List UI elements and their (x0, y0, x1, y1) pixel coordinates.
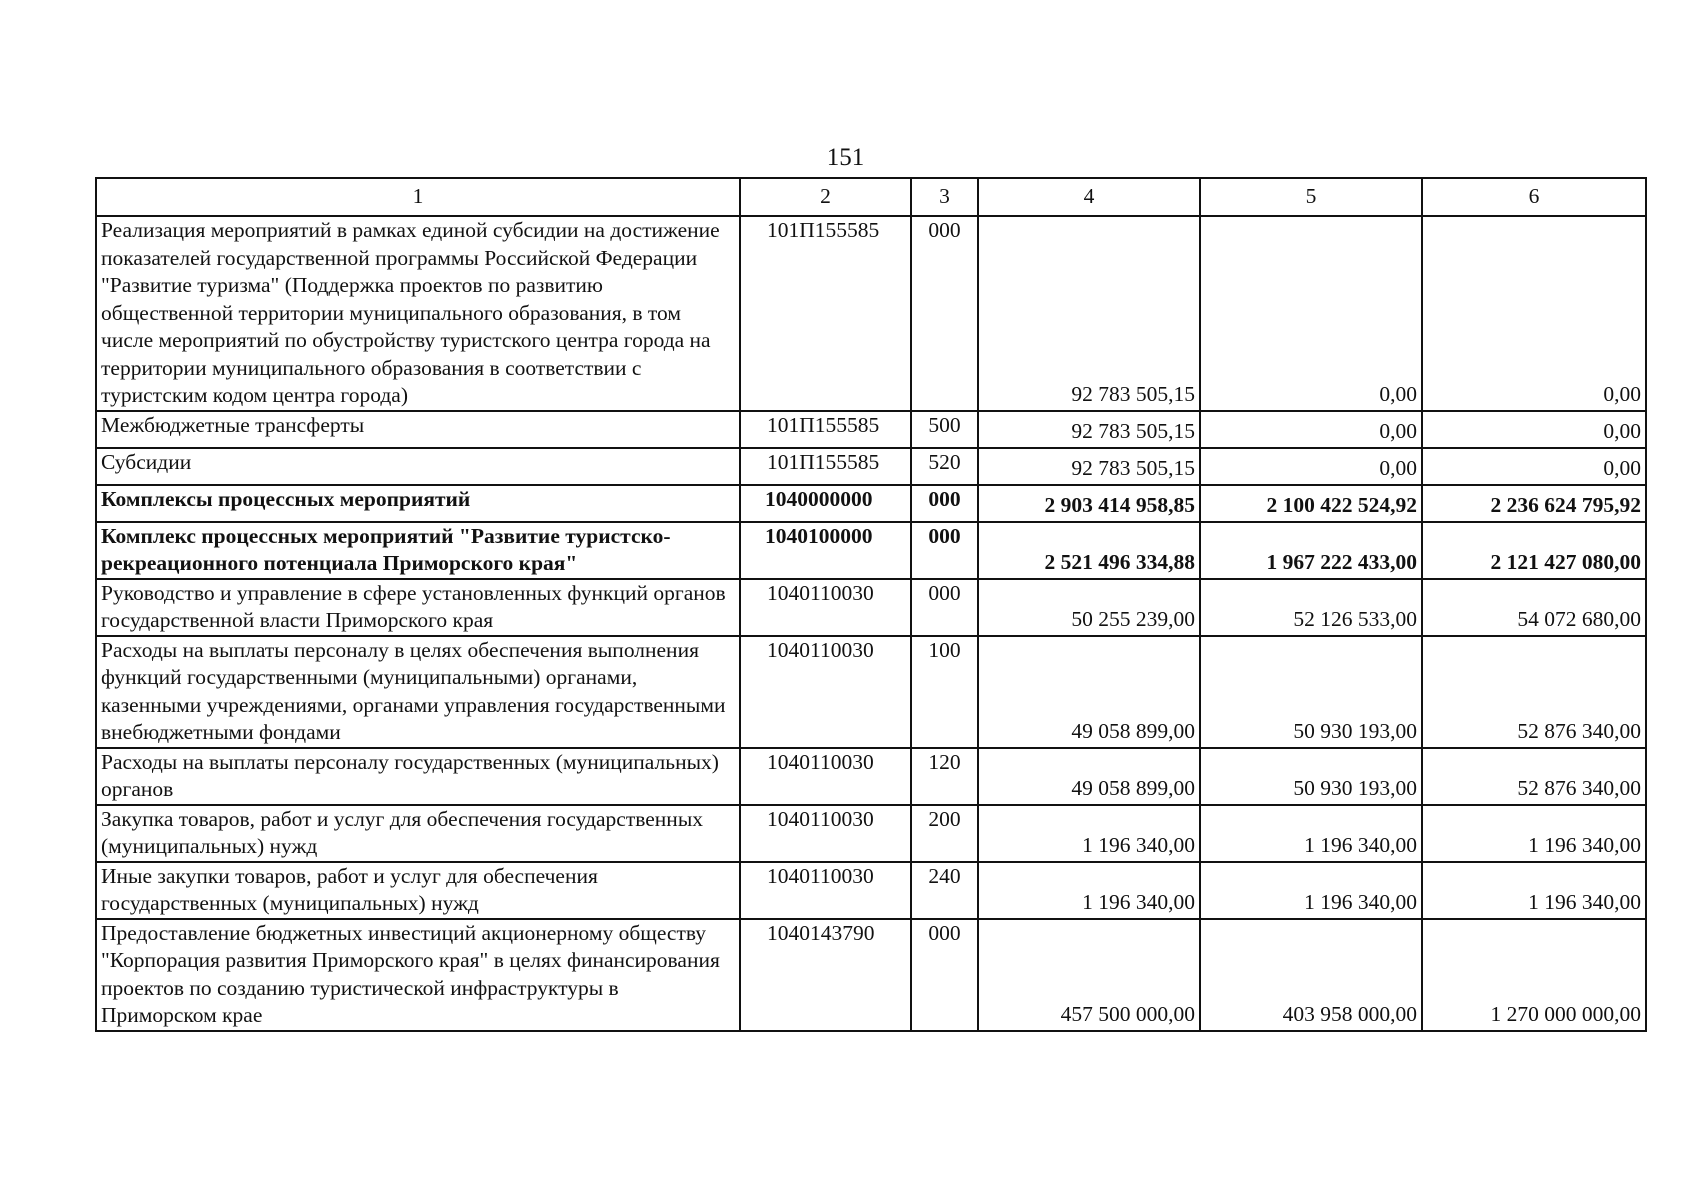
row-expense-type: 240 (911, 862, 978, 919)
row-value-3: 0,00 (1422, 216, 1646, 411)
column-header: 5 (1200, 178, 1422, 216)
row-value-3: 1 270 000 000,00 (1422, 919, 1646, 1031)
page-number: 151 (826, 144, 865, 171)
table-row (96, 216, 1646, 411)
table-row (96, 748, 1646, 805)
row-value-3: 2 236 624 795,92 (1422, 485, 1646, 522)
column-header: 6 (1422, 178, 1646, 216)
row-value-3: 1 196 340,00 (1422, 805, 1646, 862)
row-expense-type: 200 (911, 805, 978, 862)
row-value-1: 1 196 340,00 (978, 805, 1200, 862)
row-code: 1040143790 (740, 919, 911, 1031)
row-value-1: 50 255 239,00 (978, 579, 1200, 636)
row-value-3: 1 196 340,00 (1422, 862, 1646, 919)
row-value-2: 0,00 (1200, 448, 1422, 485)
row-value-3: 52 876 340,00 (1422, 636, 1646, 748)
row-expense-type: 100 (911, 636, 978, 748)
row-value-1: 1 196 340,00 (978, 862, 1200, 919)
row-code: 1040110030 (740, 862, 911, 919)
row-value-2: 1 196 340,00 (1200, 805, 1422, 862)
row-expense-type: 000 (911, 485, 978, 522)
row-name: Предоставление бюджетных инвестиций акционерному обществу "Корпорация развития Приморского края" в целях финансирования проектов по созданию туристической инфраструктуры в Приморском крае (96, 919, 740, 1031)
table-row (96, 411, 1646, 448)
row-code: 1040110030 (740, 636, 911, 748)
row-code: 101П155585 (740, 411, 911, 448)
row-value-1: 49 058 899,00 (978, 748, 1200, 805)
row-code: 101П155585 (740, 448, 911, 485)
row-expense-type: 000 (911, 522, 978, 579)
row-code: 1040100000 (740, 522, 911, 579)
row-value-2: 2 100 422 524,92 (1200, 485, 1422, 522)
row-expense-type: 500 (911, 411, 978, 448)
column-header: 1 (96, 178, 740, 216)
row-value-2: 50 930 193,00 (1200, 636, 1422, 748)
row-name: Комплексы процессных мероприятий (96, 485, 740, 522)
column-header: 3 (911, 178, 978, 216)
row-name: Расходы на выплаты персоналу государственных (муниципальных) органов (96, 748, 740, 805)
table-row (96, 919, 1646, 1031)
row-value-3: 54 072 680,00 (1422, 579, 1646, 636)
row-name: Расходы на выплаты персоналу в целях обеспечения выполнения функций государственными (муниципальными) органами, казенными учреждениями, органами управления государственными внебюджетными фондами (96, 636, 740, 748)
row-name: Реализация мероприятий в рамках единой субсидии на достижение показателей государственной программы Российской Федерации "Развитие туризма" (Поддержка проектов по развитию общественной территории муниципального образования, в том числе мероприятий по обустройству туристского центра города на территории муниципального образования в соответствии с туристским кодом центра города) (96, 216, 740, 411)
row-name: Закупка товаров, работ и услуг для обеспечения государственных (муниципальных) нужд (96, 805, 740, 862)
row-value-3: 2 121 427 080,00 (1422, 522, 1646, 579)
row-value-2: 1 196 340,00 (1200, 862, 1422, 919)
row-value-2: 50 930 193,00 (1200, 748, 1422, 805)
row-value-1: 92 783 505,15 (978, 411, 1200, 448)
row-value-1: 92 783 505,15 (978, 448, 1200, 485)
row-code: 1040000000 (740, 485, 911, 522)
row-value-2: 0,00 (1200, 216, 1422, 411)
column-header: 4 (978, 178, 1200, 216)
row-code: 1040110030 (740, 805, 911, 862)
row-name: Комплекс процессных мероприятий "Развитие туристско-рекреационного потенциала Приморского края" (96, 522, 740, 579)
row-value-1: 92 783 505,15 (978, 216, 1200, 411)
row-value-1: 2 521 496 334,88 (978, 522, 1200, 579)
row-value-1: 49 058 899,00 (978, 636, 1200, 748)
row-code: 101П155585 (740, 216, 911, 411)
row-expense-type: 520 (911, 448, 978, 485)
row-value-1: 457 500 000,00 (978, 919, 1200, 1031)
table-header-row (96, 178, 1646, 216)
column-header: 2 (740, 178, 911, 216)
table-row (96, 862, 1646, 919)
row-value-2: 52 126 533,00 (1200, 579, 1422, 636)
row-expense-type: 120 (911, 748, 978, 805)
table-row (96, 522, 1646, 579)
table-row (96, 636, 1646, 748)
row-code: 1040110030 (740, 748, 911, 805)
row-name: Руководство и управление в сфере установленных функций органов государственной власти Приморского края (96, 579, 740, 636)
table-row (96, 485, 1646, 522)
row-value-1: 2 903 414 958,85 (978, 485, 1200, 522)
row-value-2: 1 967 222 433,00 (1200, 522, 1422, 579)
budget-table (95, 177, 1647, 1032)
row-value-3: 0,00 (1422, 411, 1646, 448)
row-value-3: 52 876 340,00 (1422, 748, 1646, 805)
row-value-3: 0,00 (1422, 448, 1646, 485)
row-expense-type: 000 (911, 919, 978, 1031)
table-row (96, 805, 1646, 862)
row-name: Иные закупки товаров, работ и услуг для обеспечения государственных (муниципальных) нужд (96, 862, 740, 919)
row-value-2: 0,00 (1200, 411, 1422, 448)
row-expense-type: 000 (911, 216, 978, 411)
table-row (96, 448, 1646, 485)
row-name: Межбюджетные трансферты (96, 411, 740, 448)
row-name: Субсидии (96, 448, 740, 485)
row-expense-type: 000 (911, 579, 978, 636)
table-row (96, 579, 1646, 636)
row-value-2: 403 958 000,00 (1200, 919, 1422, 1031)
row-code: 1040110030 (740, 579, 911, 636)
